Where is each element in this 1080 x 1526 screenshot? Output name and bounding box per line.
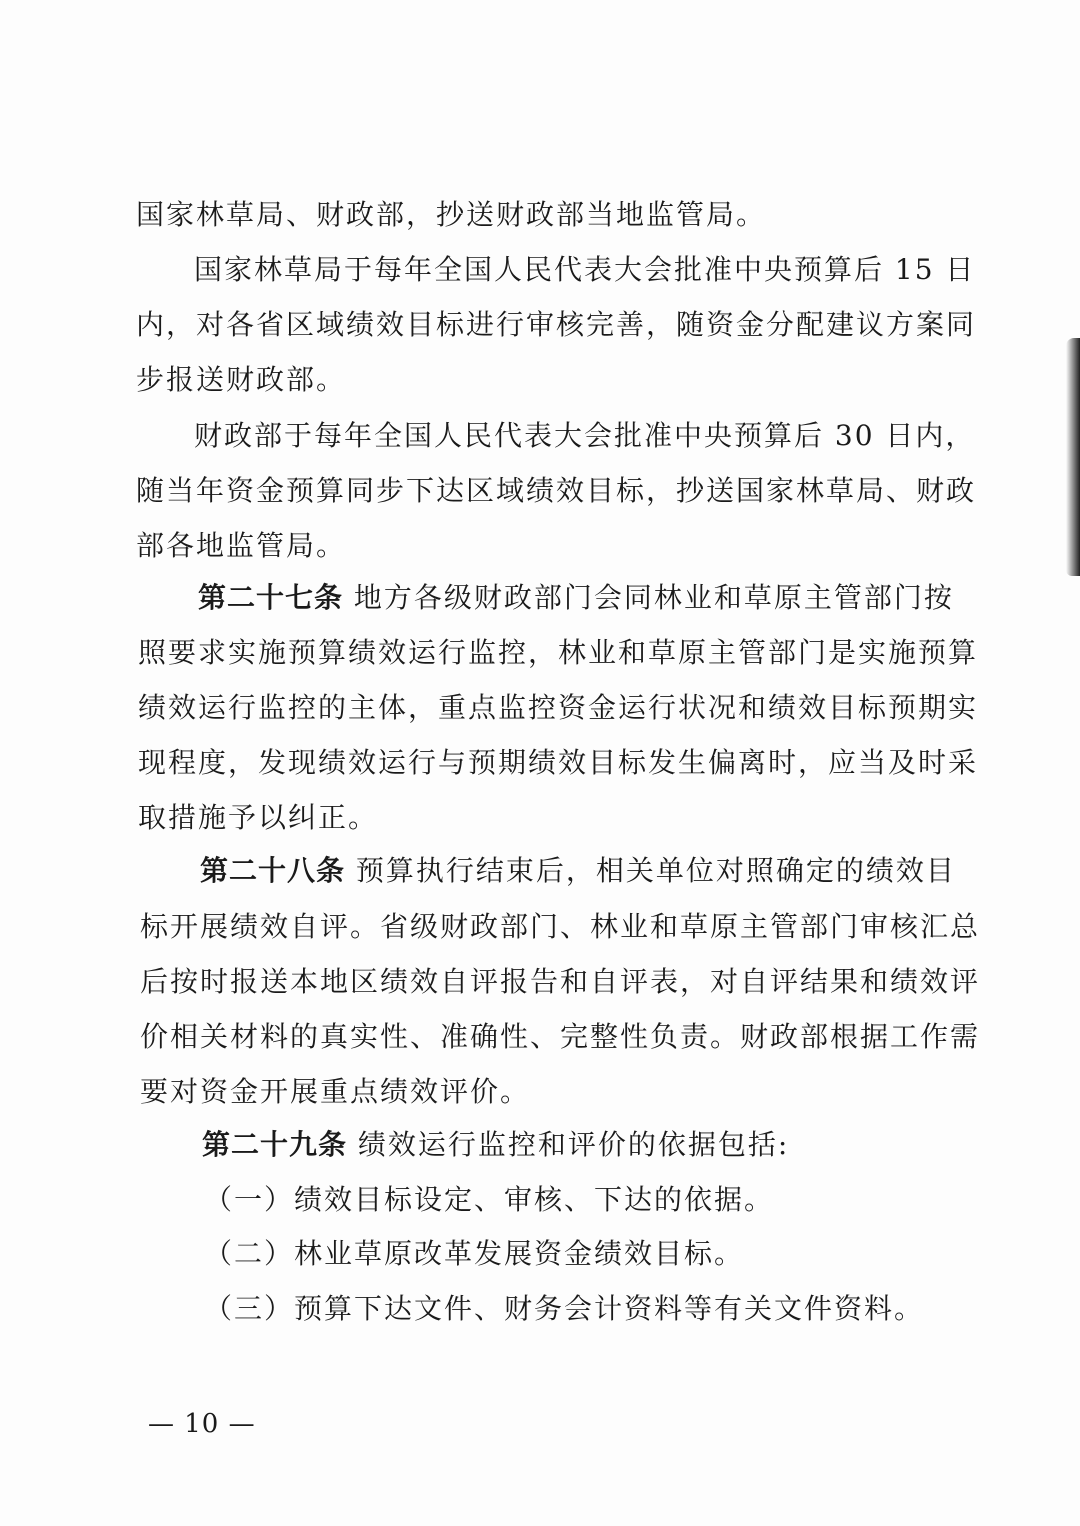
text-line: 价相关材料的真实性、准确性、完整性负责。财政部根据工作需 (140, 1020, 981, 1053)
text-line: 财政部于每年全国人民代表大会批准中央预算后 30 日内， (194, 419, 976, 452)
article-heading-27: 第二十七条 (198, 581, 344, 614)
list-item: （三）预算下达文件、财务会计资料等有关文件资料。 (204, 1292, 925, 1325)
text-line: 预算执行结束后，相关单位对照确定的绩效目 (355, 854, 956, 887)
text-line: 绩效运行监控和评价的依据包括: (357, 1128, 790, 1161)
list-item: （二）林业草原改革发展资金绩效目标。 (204, 1237, 745, 1270)
text-line: 内，对各省区域绩效目标进行审核完善，随资金分配建议方案同 (136, 308, 977, 341)
text-line: 后按时报送本地区绩效自评报告和自评表，对自评结果和绩效评 (140, 965, 981, 998)
text-line: 标开展绩效自评。省级财政部门、林业和草原主管部门审核汇总 (140, 910, 981, 943)
text-line: 绩效运行监控的主体，重点监控资金运行状况和绩效目标预期实 (138, 691, 979, 724)
text-line: 国家林草局、财政部，抄送财政部当地监管局。 (136, 198, 767, 231)
scan-edge-shadow (1066, 338, 1080, 576)
article-paragraph (202, 1127, 789, 1163)
page-number: — 10 — (148, 1409, 256, 1439)
article-heading-28: 第二十八条 (200, 854, 346, 887)
article-paragraph (198, 580, 954, 616)
text-line: 取措施予以纠正。 (138, 801, 379, 834)
text-line: 随当年资金预算同步下达区域绩效目标，抄送国家林草局、财政 (136, 474, 977, 507)
text-line: 地方各级财政部门会同林业和草原主管部门按 (353, 581, 954, 614)
text-line: 要对资金开展重点绩效评价。 (140, 1075, 531, 1108)
text-line: 部各地监管局。 (136, 529, 347, 562)
text-line: 现程度，发现绩效运行与预期绩效目标发生偏离时，应当及时采 (138, 746, 979, 779)
text-line: 国家林草局于每年全国人民代表大会批准中央预算后 15 日 (194, 253, 976, 286)
text-line: 照要求实施预算绩效运行监控，林业和草原主管部门是实施预算 (138, 636, 979, 669)
list-item: （一）绩效目标设定、审核、下达的依据。 (204, 1183, 775, 1216)
article-paragraph (200, 853, 956, 889)
text-line: 步报送财政部。 (136, 363, 347, 396)
article-heading-29: 第二十九条 (202, 1128, 348, 1161)
